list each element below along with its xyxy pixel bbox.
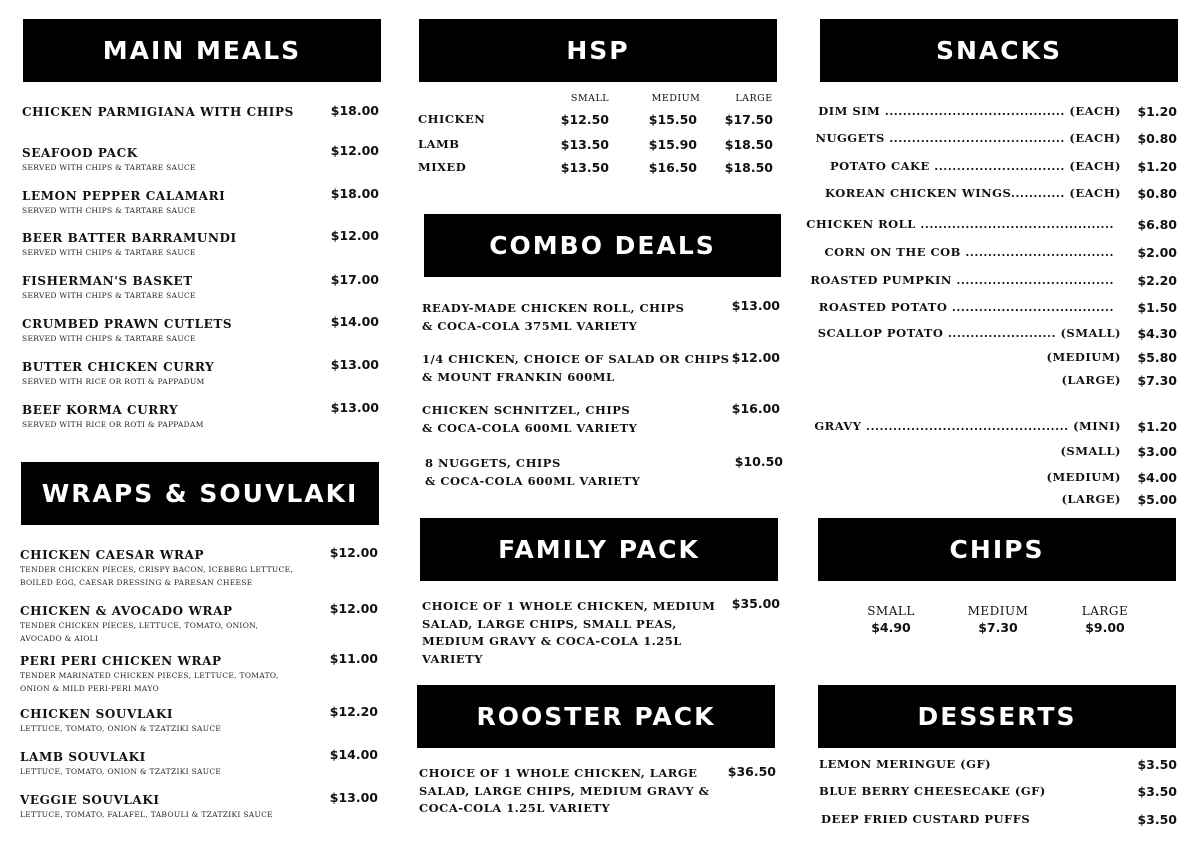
dessert-name: BLUE BERRY CHEESECAKE (GF) [819,784,1046,798]
hsp-size-small: SMALL [570,93,610,104]
item-price: $11.00 [329,651,378,666]
item-description: TENDER MARINATED CHICKEN PIECES, LETTUCE, TOMATO, [20,671,279,680]
snack-size-label: (SMALL) [1060,444,1121,458]
item-price: $14.00 [330,314,379,329]
item-name: LEMON PEPPER CALAMARI [22,189,226,203]
chips-price: $7.30 [978,620,1018,635]
menu-item [20,792,273,821]
snack-price: $1.20 [1137,419,1177,434]
combo-price: $13.00 [731,298,780,313]
main-meals-header: MAIN MEALS [23,19,381,82]
item-price: $18.00 [330,103,379,118]
snack-size-label: (MEDIUM) [1046,350,1121,364]
combo-price: $10.50 [734,454,783,469]
item-description: TENDER CHICKEN PIECES, CRISPY BACON, ICEBERG LETTUCE, [20,565,294,574]
item-price: $18.00 [330,186,379,201]
item-price: $12.00 [330,228,379,243]
item-description: SERVED WITH RICE OR ROTI & PAPPADUM [22,377,205,386]
rooster-pack-price: $36.50 [727,764,776,779]
item-description: TENDER CHICKEN PIECES, LETTUCE, TOMATO, ONION, [20,621,259,630]
item-price: $13.00 [330,357,379,372]
item-price: $12.00 [329,601,378,616]
snack-label: CORN ON THE COB ................................. [824,245,1114,259]
chips-header: CHIPS [818,518,1176,581]
hsp-row-name: MIXED [418,160,467,174]
item-name: CHICKEN SOUVLAKI [20,707,174,721]
menu-item [22,230,237,259]
item-name: VEGGIE SOUVLAKI [20,793,160,807]
item-description: SERVED WITH CHIPS & TARTARE SAUCE [22,334,196,343]
menu-item [22,188,225,217]
item-description: ONION & MILD PERI-PERI MAYO [20,684,160,693]
item-name: CRUMBED PRAWN CUTLETS [22,317,233,331]
combo-line: & MOUNT FRANKIN 600ML [422,369,615,384]
item-description: AVOCADO & AIOLI [20,634,99,643]
snack-label: ROASTED PUMPKIN ................................... [810,273,1114,287]
snack-price: $1.20 [1137,104,1177,119]
combo-deal [422,351,729,386]
rooster-pack-line: COCA-COLA 1.25L VARIETY [419,801,611,815]
chips-size [1065,604,1145,636]
combo-line: 8 NUGGETS, CHIPS [425,456,561,470]
snack-label: KOREAN CHICKEN WINGS............ (EACH) [825,186,1121,200]
combo-deal [422,300,684,335]
snack-price: $6.80 [1137,217,1177,232]
item-name: BEEF KORMA CURRY [22,403,179,417]
item-description: LETTUCE, TOMATO, ONION & TZATZIKI SAUCE [20,724,222,733]
item-description: SERVED WITH CHIPS & TARTARE SAUCE [22,163,196,172]
combo-line: & COCA-COLA 600ML VARIETY [425,473,641,488]
snack-size-label: (MEDIUM) [1046,470,1121,484]
menu-item [22,273,196,302]
hsp-row-name: CHICKEN [418,112,486,126]
item-name: PERI PERI CHICKEN WRAP [20,654,222,668]
dessert-price: $3.50 [1137,784,1177,799]
item-price: $12.00 [329,545,378,560]
rooster-pack-line: SALAD, LARGE CHIPS, MEDIUM GRAVY & [419,783,710,798]
dessert-price: $3.50 [1137,812,1177,827]
item-name: LAMB SOUVLAKI [20,750,146,764]
hsp-price: $18.50 [724,160,773,175]
hsp-price: $15.50 [648,112,697,127]
snack-label: ROASTED POTATO .................................... [818,300,1114,314]
combo-deal [425,455,640,490]
combo-line: CHICKEN SCHNITZEL, CHIPS [422,403,631,417]
combo-line: 1/4 CHICKEN, CHOICE OF SALAD OR CHIPS [422,352,730,366]
snack-price: $7.30 [1137,373,1177,388]
item-description: SERVED WITH RICE OR ROTI & PAPPADAM [22,420,204,429]
menu-item [20,706,221,735]
menu-item [22,104,294,120]
snack-label: POTATO CAKE ............................. (EACH) [829,159,1121,173]
snack-price: $5.80 [1137,350,1177,365]
snack-label: GRAVY ............................................. (MINI) [814,419,1121,433]
chips-size-label: LARGE [1081,604,1129,618]
combo-line: & COCA-COLA 600ML VARIETY [422,420,638,435]
hsp-price: $18.50 [724,137,773,152]
snack-price: $4.00 [1137,470,1177,485]
menu-item [22,316,232,345]
item-name: CHICKEN & AVOCADO WRAP [20,604,233,618]
combo-deal [422,402,637,437]
family-pack-line: VARIETY [422,651,483,666]
chips-size-label: MEDIUM [967,604,1029,618]
item-description: SERVED WITH CHIPS & TARTARE SAUCE [22,206,196,215]
snack-price: $2.00 [1137,245,1177,260]
chips-price: $4.90 [871,620,911,635]
item-price: $12.00 [330,143,379,158]
item-description: LETTUCE, TOMATO, ONION & TZATZIKI SAUCE [20,767,222,776]
snack-price: $2.20 [1137,273,1177,288]
snack-price: $4.30 [1137,326,1177,341]
item-price: $17.00 [330,272,379,287]
item-name: BEER BATTER BARRAMUNDI [22,231,237,245]
menu-item [22,402,204,431]
dessert-name: DEEP FRIED CUSTARD PUFFS [821,812,1031,826]
hsp-price: $15.90 [648,137,697,152]
combo-price: $12.00 [731,350,780,365]
family-pack-price: $35.00 [731,596,780,611]
item-price: $14.00 [329,747,378,762]
item-description: BOILED EGG, CAESAR DRESSING & PARESAN CHEESE [20,578,253,587]
dessert-name: LEMON MERINGUE (GF) [819,757,992,771]
chips-size [958,604,1038,636]
menu-item [20,653,279,695]
menu-item [20,547,293,589]
rooster-pack-description [419,765,710,818]
snack-price: $3.00 [1137,444,1177,459]
snack-label: NUGGETS ....................................... (EACH) [815,131,1121,145]
menu-item [22,359,214,388]
item-name: BUTTER CHICKEN CURRY [22,360,215,374]
menu-item [20,749,221,778]
snack-label: SCALLOP POTATO ........................ (SMALL) [817,326,1121,340]
hsp-price: $13.50 [560,137,609,152]
snack-price: $0.80 [1137,186,1177,201]
hsp-size-medium: MEDIUM [651,93,701,104]
item-price: $13.00 [330,400,379,415]
combo-line: & COCA-COLA 375ML VARIETY [422,318,638,333]
snack-label: DIM SIM ........................................ (EACH) [818,104,1121,118]
hsp-price: $13.50 [560,160,609,175]
hsp-price: $16.50 [648,160,697,175]
item-name: CHICKEN PARMIGIANA WITH CHIPS [22,105,294,119]
combo-line: READY-MADE CHICKEN ROLL, CHIPS [422,301,685,315]
menu-item [20,603,258,645]
snack-price: $1.50 [1137,300,1177,315]
item-name: CHICKEN CAESAR WRAP [20,548,205,562]
family-pack-header: FAMILY PACK [420,518,778,581]
item-description: LETTUCE, TOMATO, FALAFEL, TABOULI & TZATZIKI SAUCE [20,810,273,819]
rooster-pack-line: CHOICE OF 1 WHOLE CHICKEN, LARGE [419,766,698,780]
hsp-row-name: LAMB [418,137,460,151]
combo-price: $16.00 [731,401,780,416]
chips-size-label: SMALL [867,604,915,618]
snack-size-label: (LARGE) [1061,492,1121,506]
hsp-price: $12.50 [560,112,609,127]
item-price: $12.20 [329,704,378,719]
dessert-price: $3.50 [1137,757,1177,772]
desserts-header: DESSERTS [818,685,1176,748]
snack-label: CHICKEN ROLL ........................................... [806,217,1114,231]
item-description: SERVED WITH CHIPS & TARTARE SAUCE [22,248,196,257]
item-name: FISHERMAN'S BASKET [22,274,193,288]
snacks-header: SNACKS [820,19,1178,82]
snack-price: $0.80 [1137,131,1177,146]
chips-price: $9.00 [1085,620,1125,635]
item-price: $13.00 [329,790,378,805]
hsp-header: HSP [419,19,777,82]
rooster-pack-header: ROOSTER PACK [417,685,775,748]
menu-item [22,145,196,174]
item-name: SEAFOOD PACK [22,146,138,160]
hsp-size-large: LARGE [735,93,773,104]
family-pack-description [422,598,715,668]
wraps-souvlaki-header: WRAPS & SOUVLAKI [21,462,379,525]
item-description: SERVED WITH CHIPS & TARTARE SAUCE [22,291,196,300]
family-pack-line: SALAD, LARGE CHIPS, SMALL PEAS, [422,616,677,631]
chips-size [851,604,931,636]
snack-price: $1.20 [1137,159,1177,174]
combo-deals-header: COMBO DEALS [424,214,781,277]
family-pack-line: MEDIUM GRAVY & COCA-COLA 1.25L [422,634,682,648]
snack-size-label: (LARGE) [1061,373,1121,387]
snack-price: $5.00 [1137,492,1177,507]
hsp-price: $17.50 [724,112,773,127]
family-pack-line: CHOICE OF 1 WHOLE CHICKEN, MEDIUM [422,599,716,613]
